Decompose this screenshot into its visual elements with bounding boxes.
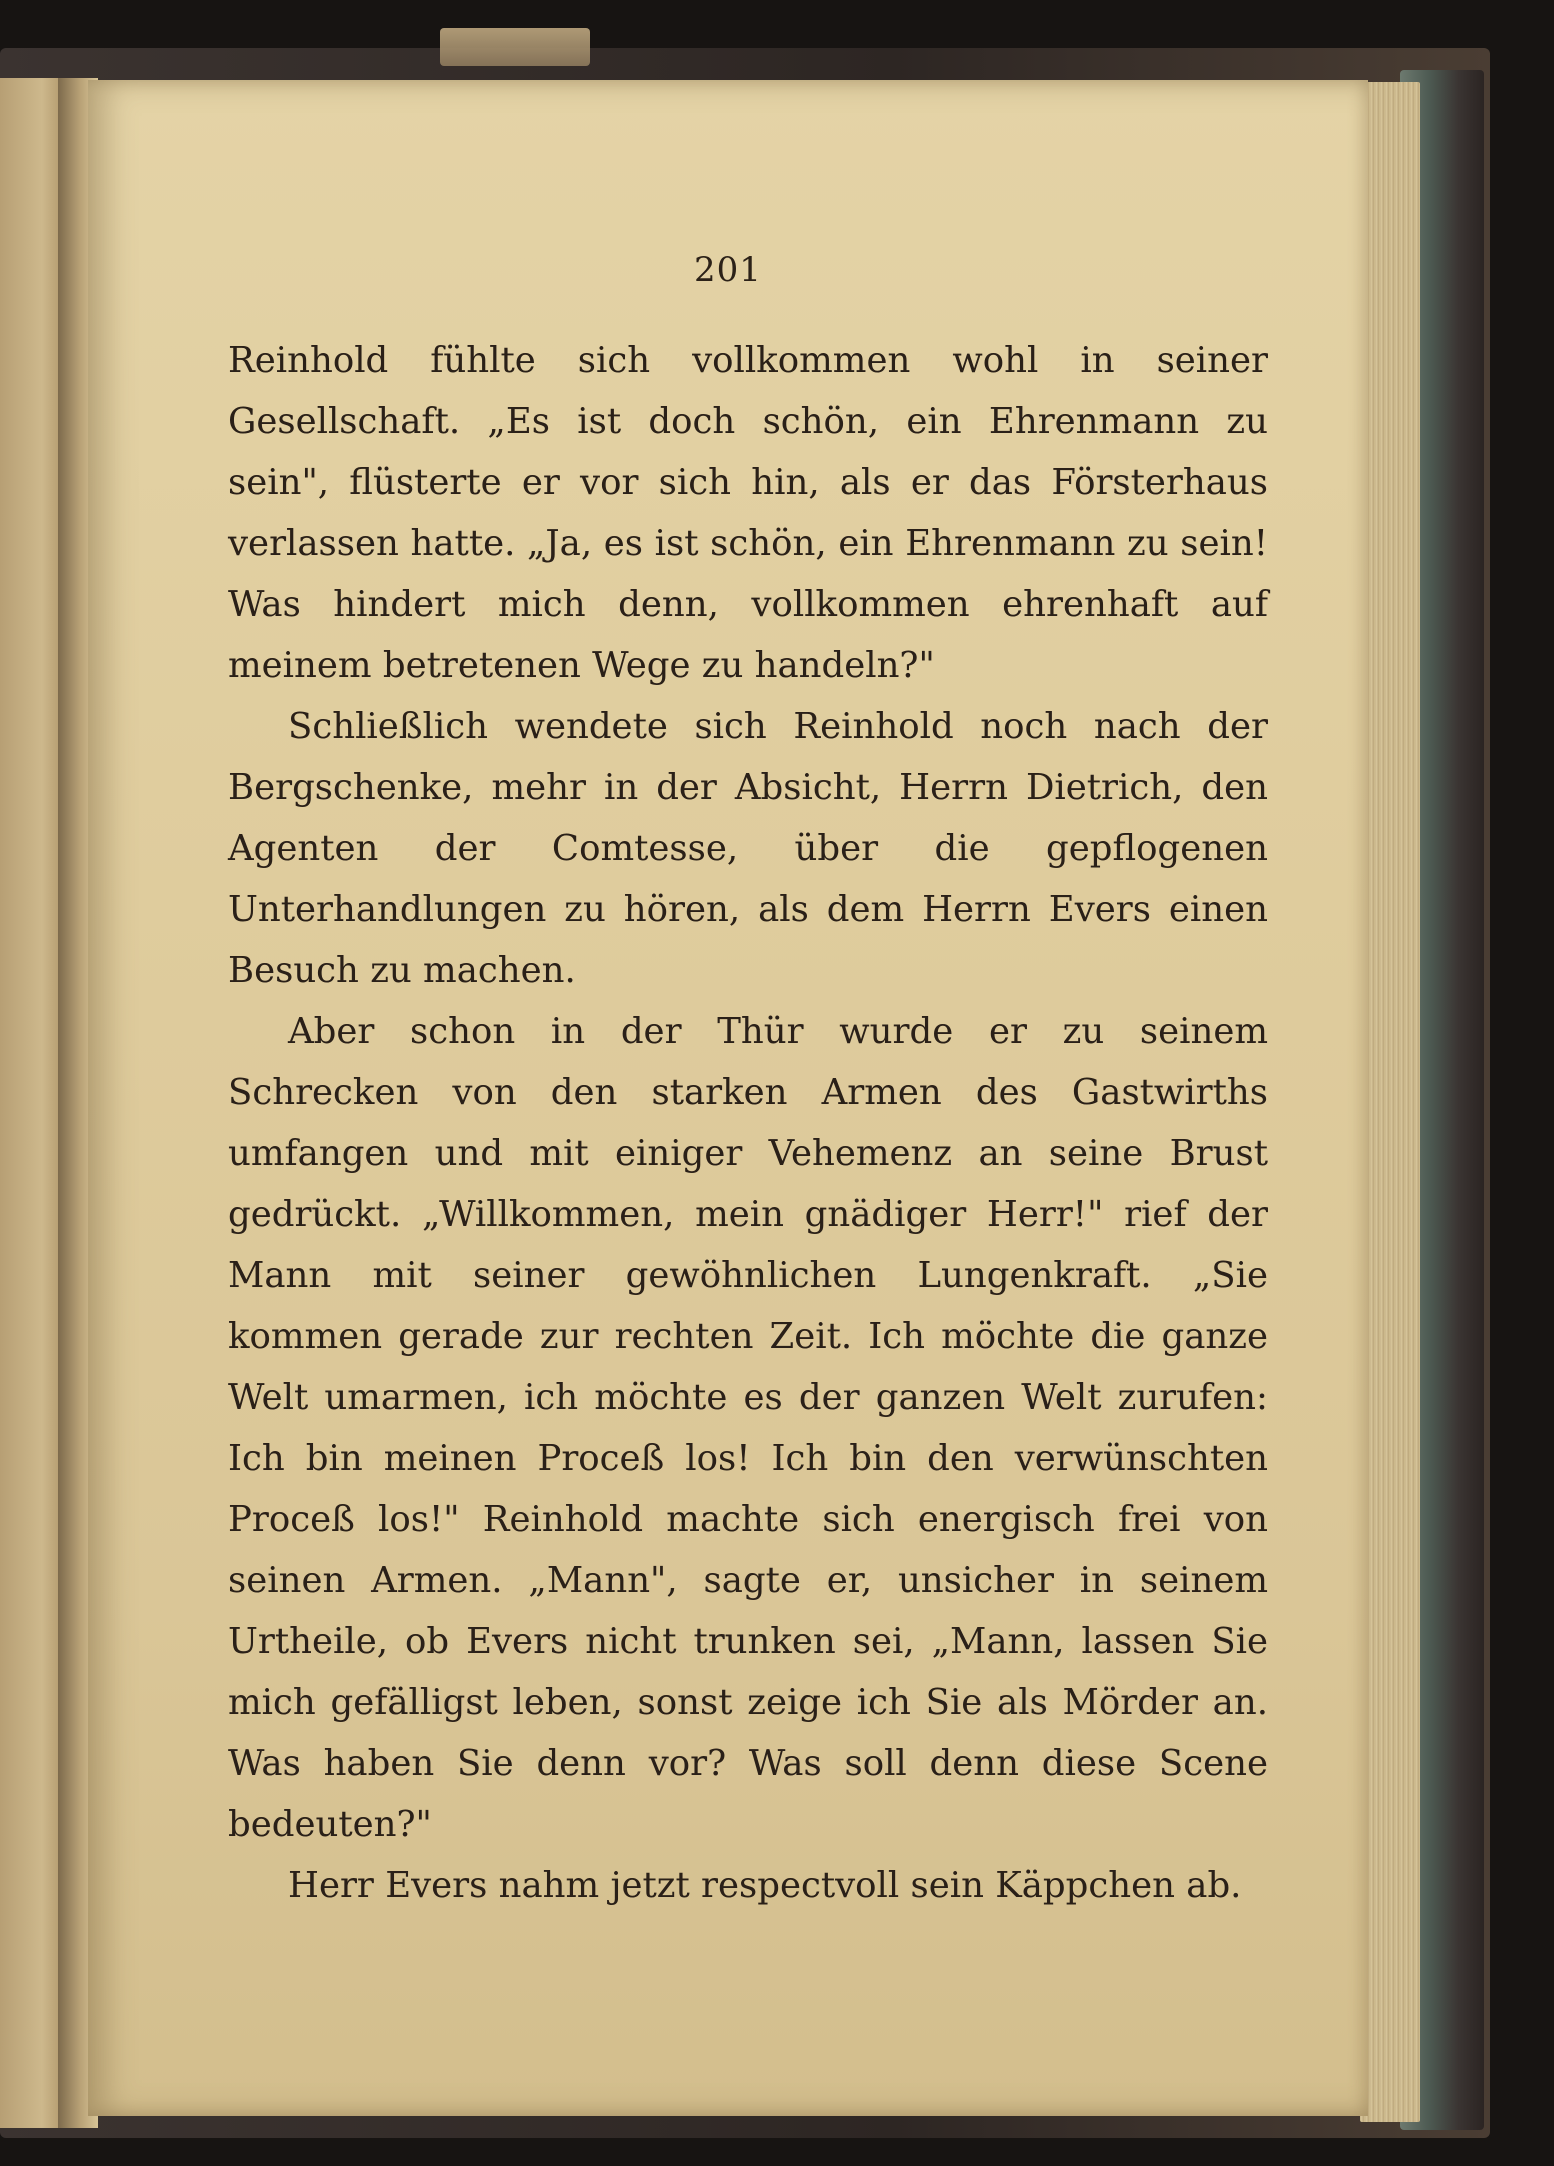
paragraph: Aber schon in der Thür wurde er zu seinem Schrecken von den starken Armen des Gastwirths umfangen und mit einiger Vehemenz an seine Brust gedrückt. „Willkommen, mein gnädiger Herr!" rief der Mann mit seiner gewöhnlichen Lungenkraft. „Sie kommen gerade zur rechten Zeit. Ich möchte die ganze Welt umarmen, ich möchte es der ganzen Welt zurufen: Ich bin meinen Proceß los! Ich bin den verwünschten Proceß los!" Reinhold machte sich energisch frei von seinen Armen. „Mann", sagte er, unsicher in seinem Urtheile, ob Evers nicht trunken sei, „Mann, lassen Sie mich gefälligst leben, sonst zeige ich Sie als Mörder an. Was haben Sie denn vor? Was soll denn diese Scene bedeuten?"	[228, 1011, 1268, 1845]
page-stack-edges	[1360, 82, 1420, 2122]
page-text	[228, 330, 1268, 1916]
page-number: 201	[694, 250, 762, 290]
worn-binding-strip	[440, 28, 590, 66]
book-page	[88, 80, 1368, 2116]
paragraph: Herr Evers nahm jetzt respectvoll sein Käppchen ab.	[288, 1865, 1242, 1906]
paragraph: Schließlich wendete sich Reinhold noch nach der Bergschenke, mehr in der Absicht, Herrn Dietrich, den Agenten der Comtesse, über die gepflogenen Unterhandlungen zu hören, als dem Herrn Evers einen Besuch zu machen.	[228, 706, 1268, 991]
paragraph: Reinhold fühlte sich vollkommen wohl in seiner Gesellschaft. „Es ist doch schön, ein Ehrenmann zu sein", flüsterte er vor sich hin, als er das Försterhaus verlassen hatte. „Ja, es ist schön, ein Ehrenmann zu sein! Was hindert mich denn, vollkommen ehrenhaft auf meinem betretenen Wege zu handeln?"	[228, 340, 1268, 686]
